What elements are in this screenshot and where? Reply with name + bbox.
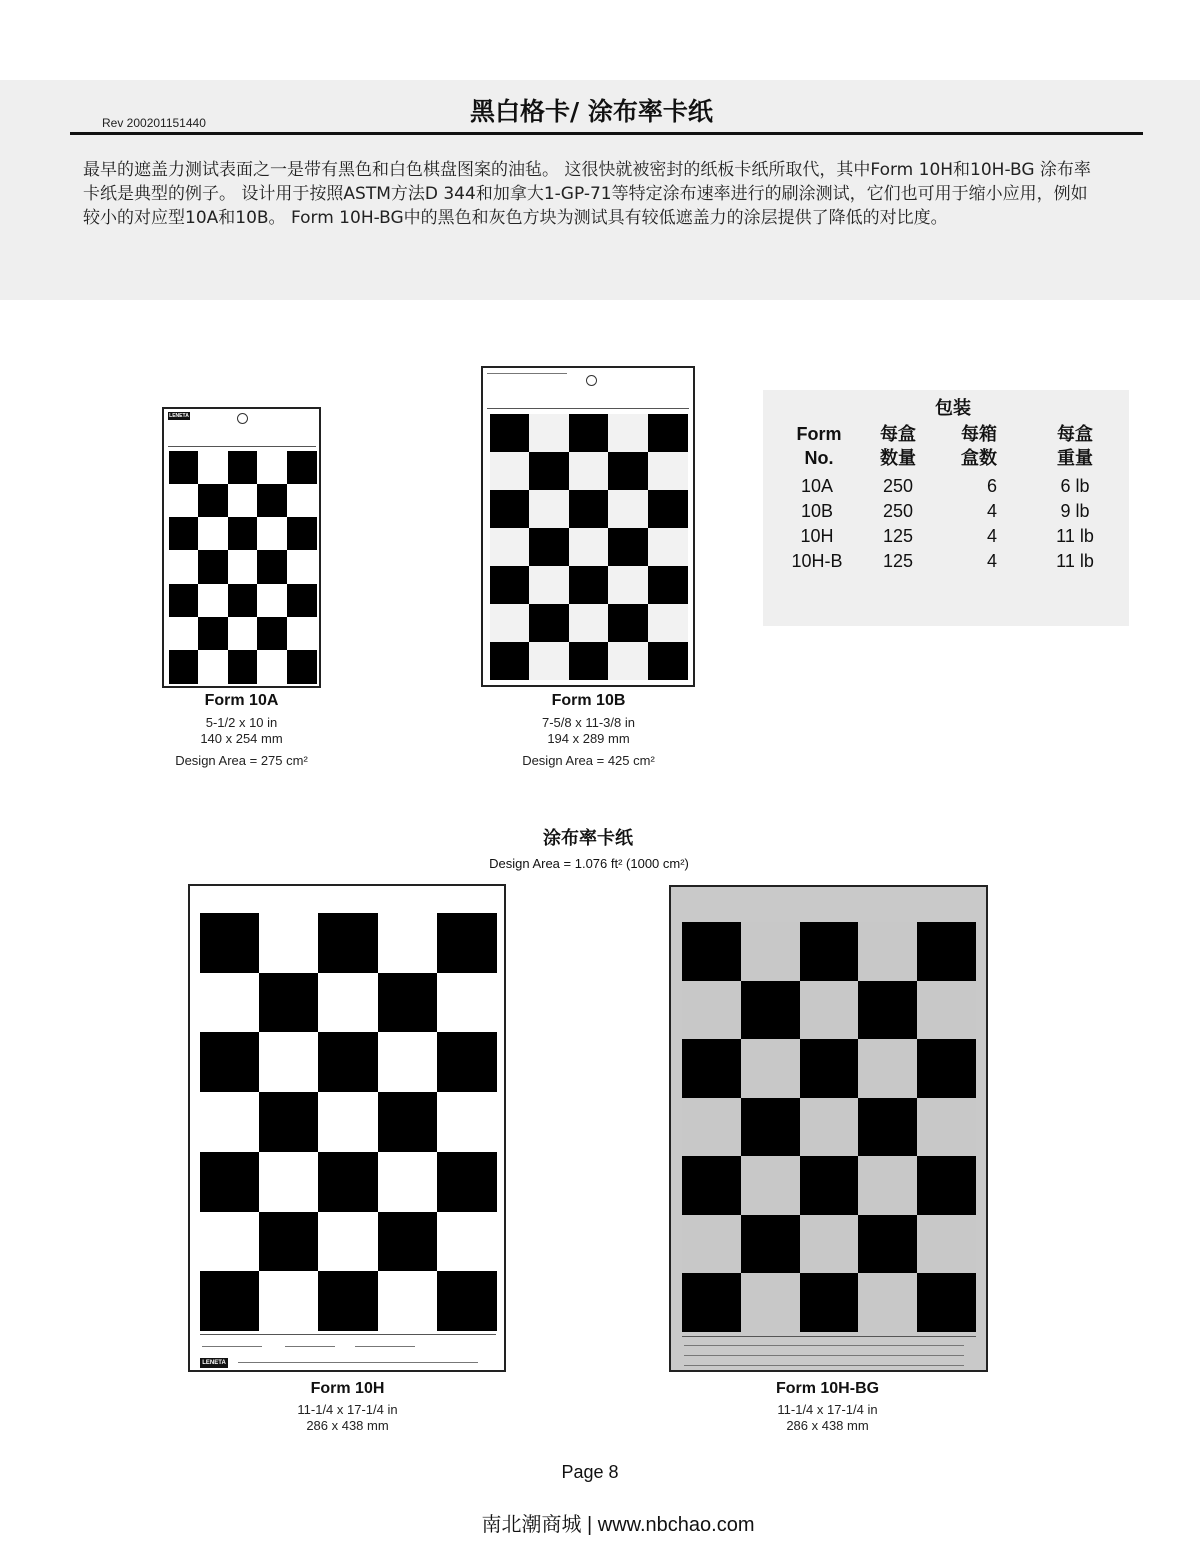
form-10h-card [188,884,506,1372]
checker-square [917,981,976,1040]
checker-square [858,1156,917,1215]
checkerboard [490,414,687,680]
checker-square [529,604,569,642]
checker-square [318,1092,378,1152]
checker-square [648,452,688,490]
checker-square [800,1273,859,1332]
checker-square [257,517,287,551]
form-name: Form 10H-BG [775,1380,880,1397]
checker-square [608,604,648,642]
checker-square [437,1032,497,1092]
leneta-logo: LENETA [200,1358,228,1368]
checker-square [198,484,228,518]
checker-square [858,1215,917,1274]
packaging-cell: 250 [882,476,914,496]
checker-square [287,550,317,584]
checker-square [198,517,228,551]
fine-print [238,1362,478,1363]
checker-square [917,1039,976,1098]
label-strip [200,1334,496,1335]
checker-square [318,1152,378,1212]
checker-square [608,414,648,452]
checker-square [318,913,378,973]
checker-square [437,973,497,1033]
hang-hole [237,413,248,424]
checker-square [257,484,287,518]
checker-square [490,604,530,642]
checker-square [858,1273,917,1332]
checker-square [287,517,317,551]
checker-square [529,452,569,490]
checker-square [259,913,319,973]
checker-square [287,650,317,684]
checker-square [198,584,228,618]
checker-square [169,550,199,584]
packaging-cell: 125 [882,551,914,571]
checker-square [490,566,530,604]
checker-square [917,1098,976,1157]
checker-square [529,566,569,604]
checker-square [608,528,648,566]
intro-paragraph: 最早的遮盖力测试表面之一是带有黑色和白色棋盘图案的油毡。 这很快就被密封的纸板卡纸所取代，其中Form 10H和10H-BG 涂布率卡纸是典型的例子。 设计用于按照ASTM方法D 344和加拿大1-GP-71等特定涂布速率进行的刷涂测试，它们也可用于缩小应用，例如较小的对应型10A和10B。 Form 10H-BG中的黑色和灰色方块为测试具有较低遮盖力的涂层提供了降低的对比度。 [83,160,1091,228]
form-10h-bg-card [669,885,988,1372]
packaging-cell: 250 [882,501,914,521]
checker-square [741,1215,800,1274]
packaging-cell: 125 [882,526,914,546]
checker-square [741,981,800,1040]
checker-square [200,973,260,1033]
checker-square [437,913,497,973]
checker-square [259,1212,319,1272]
checker-square [741,1098,800,1157]
checker-square [257,550,287,584]
checker-square [198,650,228,684]
form-name: Form 10H [310,1380,385,1397]
checker-square [228,617,258,651]
checker-square [648,642,688,680]
checker-square [169,484,199,518]
packaging-header: 每箱 盒数 [961,424,997,468]
form-size-in: 11-1/4 x 17-1/4 in [777,1402,878,1417]
fine-print [355,1346,415,1347]
packaging-cell: 10A [800,476,834,496]
checker-square [257,451,287,485]
packaging-header: Form No. [796,424,842,468]
checker-square [169,451,199,485]
checker-square [529,642,569,680]
checker-square [198,617,228,651]
packaging-header: 每盒 重量 [1057,424,1093,468]
checker-square [741,1156,800,1215]
form-10h-bg-caption [726,1380,929,1434]
checker-square [682,1098,741,1157]
form-size-in: 7-5/8 x 11-3/8 in [542,715,635,730]
checker-square [800,1039,859,1098]
checker-square [682,981,741,1040]
checker-square [648,528,688,566]
checker-square [200,1271,260,1331]
checker-square [858,981,917,1040]
checker-square [198,550,228,584]
checker-square [228,550,258,584]
checker-square [257,617,287,651]
checker-square [169,584,199,618]
fine-print [684,1355,964,1356]
checker-square [682,922,741,981]
checker-square [259,1032,319,1092]
checker-square [648,490,688,528]
form-size-in: 5-1/2 x 10 in [205,715,278,730]
packaging-cell: 11 lb [1056,551,1094,571]
checker-square [228,451,258,485]
checker-square [569,528,609,566]
checker-square [800,1098,859,1157]
checker-square [800,1215,859,1274]
checker-square [682,1039,741,1098]
checker-square [228,484,258,518]
checker-square [682,1273,741,1332]
form-10a-card [162,407,321,688]
checker-square [648,566,688,604]
packaging-cell: 4 [986,501,997,521]
page-number: Page 8 [561,1462,619,1482]
checker-square [490,452,530,490]
checker-square [200,1212,260,1272]
checker-square [318,973,378,1033]
checker-square [917,922,976,981]
checker-square [318,1032,378,1092]
fine-print [684,1345,964,1346]
checker-square [529,490,569,528]
packaging-cell: 6 [986,476,997,496]
packaging-cell: 4 [986,551,997,571]
checker-square [682,1156,741,1215]
checker-square [608,490,648,528]
checker-square [437,1212,497,1272]
revision-label: Rev 200201151440 [102,116,206,130]
form-name: Form 10B [551,692,626,709]
checker-square [318,1271,378,1331]
checker-square [608,566,648,604]
checker-square [741,1273,800,1332]
checker-square [437,1271,497,1331]
checker-square [569,604,609,642]
checker-square [648,414,688,452]
form-design-area: Design Area = 425 cm² [522,753,655,768]
packaging-cell: 6 lb [1060,476,1090,496]
checker-square [169,517,199,551]
fine-print [202,1346,262,1347]
checker-square [200,1032,260,1092]
checker-square [858,922,917,981]
form-size-mm: 286 x 438 mm [306,1418,389,1433]
checker-square [259,1271,319,1331]
checker-square [917,1273,976,1332]
checker-square [569,452,609,490]
form-10b-card [481,366,695,687]
checkerboard [682,922,976,1332]
checker-square [569,566,609,604]
checker-square [287,484,317,518]
form-size-mm: 194 x 289 mm [547,731,630,746]
fine-print [285,1346,335,1347]
packaging-cell: 4 [986,526,997,546]
checker-square [259,1152,319,1212]
checker-square [682,1215,741,1274]
form-name: Form 10A [204,692,279,709]
leneta-logo: LENETA [169,413,189,419]
checker-square [378,1092,438,1152]
checker-square [529,414,569,452]
form-size-in: 11-1/4 x 17-1/4 in [297,1402,398,1417]
checker-square [200,1152,260,1212]
checkerboard [200,913,496,1331]
checker-square [378,1152,438,1212]
checker-square [569,490,609,528]
packaging-header: 每盒 数量 [880,424,916,468]
checker-square [169,650,199,684]
checker-square [228,517,258,551]
checker-square [318,1212,378,1272]
checker-square [378,1212,438,1272]
label-strip [487,408,689,409]
packaging-cell: 11 lb [1056,526,1094,546]
packaging-title: 包装 [935,398,971,418]
checker-square [741,1039,800,1098]
checker-square [490,642,530,680]
checker-square [378,1271,438,1331]
checker-square [437,1092,497,1152]
checker-square [228,650,258,684]
checker-square [228,584,258,618]
checker-square [200,1092,260,1152]
coverage-title: 涂布率卡纸 [543,828,633,849]
checker-square [259,973,319,1033]
checker-square [259,1092,319,1152]
checker-square [800,922,859,981]
checker-square [917,1215,976,1274]
checker-square [741,922,800,981]
checker-square [490,490,530,528]
fine-print [684,1365,964,1366]
checker-square [200,913,260,973]
packaging-table [763,390,1129,626]
checker-square [378,913,438,973]
checker-square [257,650,287,684]
checker-square [800,1156,859,1215]
checker-square [490,528,530,566]
checker-square [608,642,648,680]
fine-print [487,373,567,374]
title-rule [70,132,1143,135]
packaging-cell: 10H [800,526,834,546]
checker-square [437,1152,497,1212]
label-strip [168,446,316,447]
checker-square [257,584,287,618]
checker-square [529,528,569,566]
checker-square [378,973,438,1033]
form-10a-caption [140,692,343,768]
form-10h-caption [246,1380,449,1434]
checker-square [378,1032,438,1092]
page-title: 黑白格卡/ 涂布率卡纸 [470,97,713,126]
form-10b-caption [487,692,690,768]
checker-square [858,1098,917,1157]
checker-square [608,452,648,490]
form-size-mm: 286 x 438 mm [786,1418,869,1433]
checker-square [287,584,317,618]
checker-square [648,604,688,642]
packaging-cell: 10B [800,501,834,521]
form-design-area: Design Area = 275 cm² [175,753,308,768]
checker-square [800,981,859,1040]
checker-square [169,617,199,651]
packaging-cell: 10H-B [791,551,843,571]
checker-square [569,414,609,452]
checker-square [490,414,530,452]
checker-square [287,451,317,485]
checker-square [287,617,317,651]
packaging-cell: 9 lb [1060,501,1090,521]
checker-square [858,1039,917,1098]
hang-hole [586,375,597,386]
coverage-subtitle: Design Area = 1.076 ft² (1000 cm²) [489,856,689,871]
footer-link[interactable]: 南北潮商城 | www.nbchao.com [481,1514,755,1536]
label-strip [682,1336,976,1337]
checker-square [917,1156,976,1215]
checkerboard [169,451,316,683]
form-size-mm: 140 x 254 mm [200,731,283,746]
checker-square [198,451,228,485]
checker-square [569,642,609,680]
